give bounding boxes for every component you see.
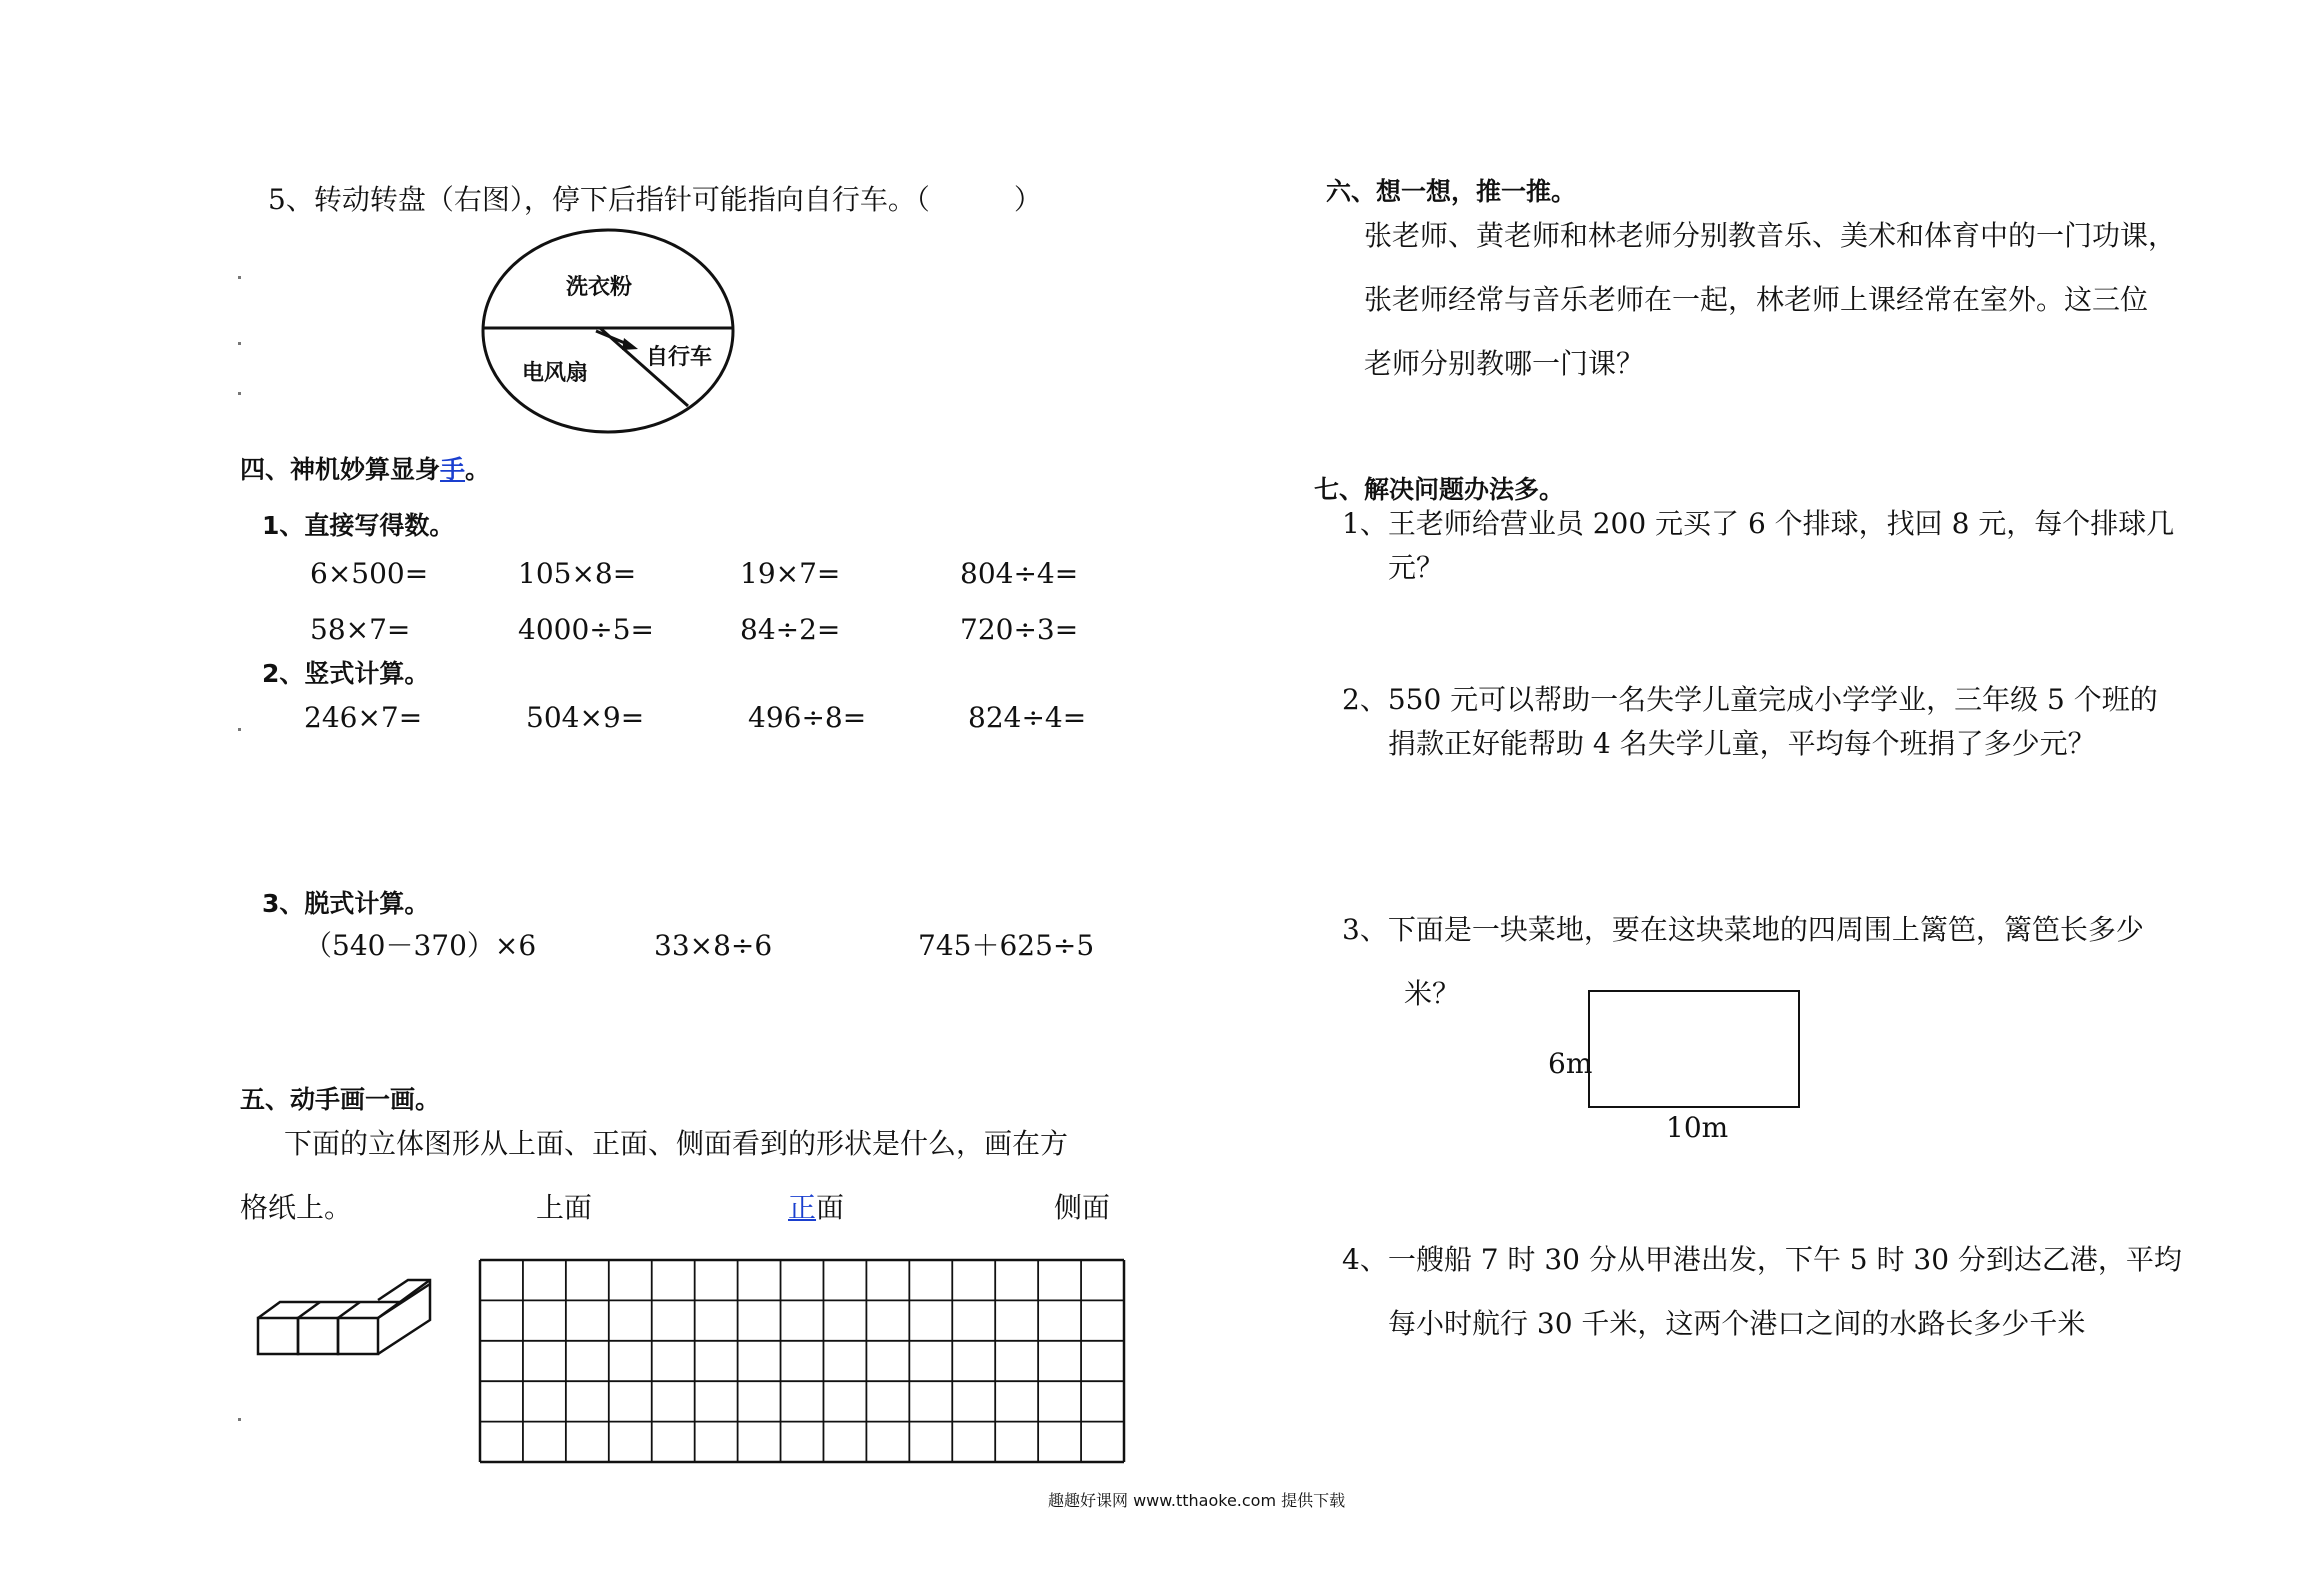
scan-mark	[238, 728, 241, 731]
problem-3-line-1: 3、下面是一块菜地，要在这块菜地的四周围上篱笆，篱笆长多少	[1342, 913, 2144, 946]
problem-2-line-1: 2、550 元可以帮助一名失学儿童完成小学学业，三年级 5 个班的	[1342, 683, 2158, 716]
label-top-view: 上面	[536, 1191, 593, 1224]
section-4-title: 四、神机妙算显身手。	[240, 455, 491, 484]
step-calc-1: （540－370）×6	[304, 929, 537, 962]
section-5-title: 五、动手画一画。	[240, 1085, 441, 1114]
section-4-2-title: 2、竖式计算。	[262, 659, 430, 688]
section-6-line-3: 老师分别教哪一门课？	[1364, 347, 1645, 380]
rect-height-label: 6m	[1548, 1047, 1593, 1080]
section-6-line-2: 张老师经常与音乐老师在一起，林老师上课经常在室外。这三位	[1364, 283, 2149, 316]
calc-1-2: 105×8=	[518, 557, 637, 590]
label-side-view: 侧面	[1054, 1191, 1111, 1224]
vertical-calc-3: 496÷8=	[748, 701, 867, 734]
calc-2-4: 720÷3=	[960, 613, 1079, 646]
section-4-link[interactable]: 手	[440, 455, 466, 484]
front-view-link[interactable]: 正	[788, 1191, 817, 1224]
calc-2-3: 84÷2=	[740, 613, 841, 646]
section-5-line-1: 下面的立体图形从上面、正面、侧面看到的形状是什么，画在方	[284, 1127, 1069, 1160]
calc-2-1: 58×7=	[310, 613, 411, 646]
vertical-calc-4: 824÷4=	[968, 701, 1087, 734]
label-front-view: 正面	[788, 1191, 845, 1224]
calc-1-1: 6×500=	[310, 557, 429, 590]
spinner-label-left: 电风扇	[522, 361, 589, 386]
calc-2-2: 4000÷5=	[518, 613, 654, 646]
vegetable-plot-rect	[1588, 990, 1800, 1108]
spinner-diagram	[480, 228, 740, 434]
section-4-1-title: 1、直接写得数。	[262, 511, 455, 540]
problem-4-line-2: 每小时航行 30 千米，这两个港口之间的水路长多少千米	[1388, 1307, 2086, 1340]
scan-mark	[238, 342, 241, 345]
problem-2-line-2: 捐款正好能帮助 4 名失学儿童，平均每个班捐了多少元？	[1388, 727, 2096, 760]
calc-1-3: 19×7=	[740, 557, 841, 590]
section-7-title: 七、解决问题办法多。	[1314, 475, 1565, 504]
problem-1-line-2: 元？	[1388, 551, 1445, 584]
grid-paper	[478, 1258, 1126, 1464]
scan-mark	[238, 276, 241, 279]
spinner-label-right: 自行车	[646, 345, 713, 370]
scan-mark	[238, 1418, 241, 1421]
problem-3-line-2: 米？	[1404, 977, 1461, 1010]
section-4-3-title: 3、脱式计算。	[262, 889, 430, 918]
problem-1-line-1: 1、王老师给营业员 200 元买了 6 个排球，找回 8 元，每个排球几	[1342, 507, 2175, 540]
rect-width-label: 10m	[1666, 1111, 1729, 1144]
problem-4-line-1: 4、一艘船 7 时 30 分从甲港出发，下午 5 时 30 分到达乙港，平均	[1342, 1243, 2182, 1276]
section-6-title: 六、想一想，推一推。	[1326, 177, 1577, 206]
scan-mark	[238, 392, 241, 395]
step-calc-2: 33×8÷6	[654, 929, 773, 962]
step-calc-3: 745＋625÷5	[918, 929, 1095, 962]
section-6-line-1: 张老师、黄老师和林老师分别教音乐、美术和体育中的一门功课，	[1364, 219, 2177, 252]
section-5-line-2: 格纸上。	[240, 1191, 353, 1224]
vertical-calc-2: 504×9=	[526, 701, 645, 734]
question-5: 5、转动转盘（右图），停下后指针可能指向自行车。（ ）	[268, 183, 1042, 216]
block-figure	[256, 1276, 436, 1366]
footer-credit: 趣趣好课网 www.tthaoke.com 提供下载	[1048, 1491, 1346, 1510]
calc-1-4: 804÷4=	[960, 557, 1079, 590]
spinner-label-top: 洗衣粉	[566, 275, 633, 300]
vertical-calc-1: 246×7=	[304, 701, 423, 734]
